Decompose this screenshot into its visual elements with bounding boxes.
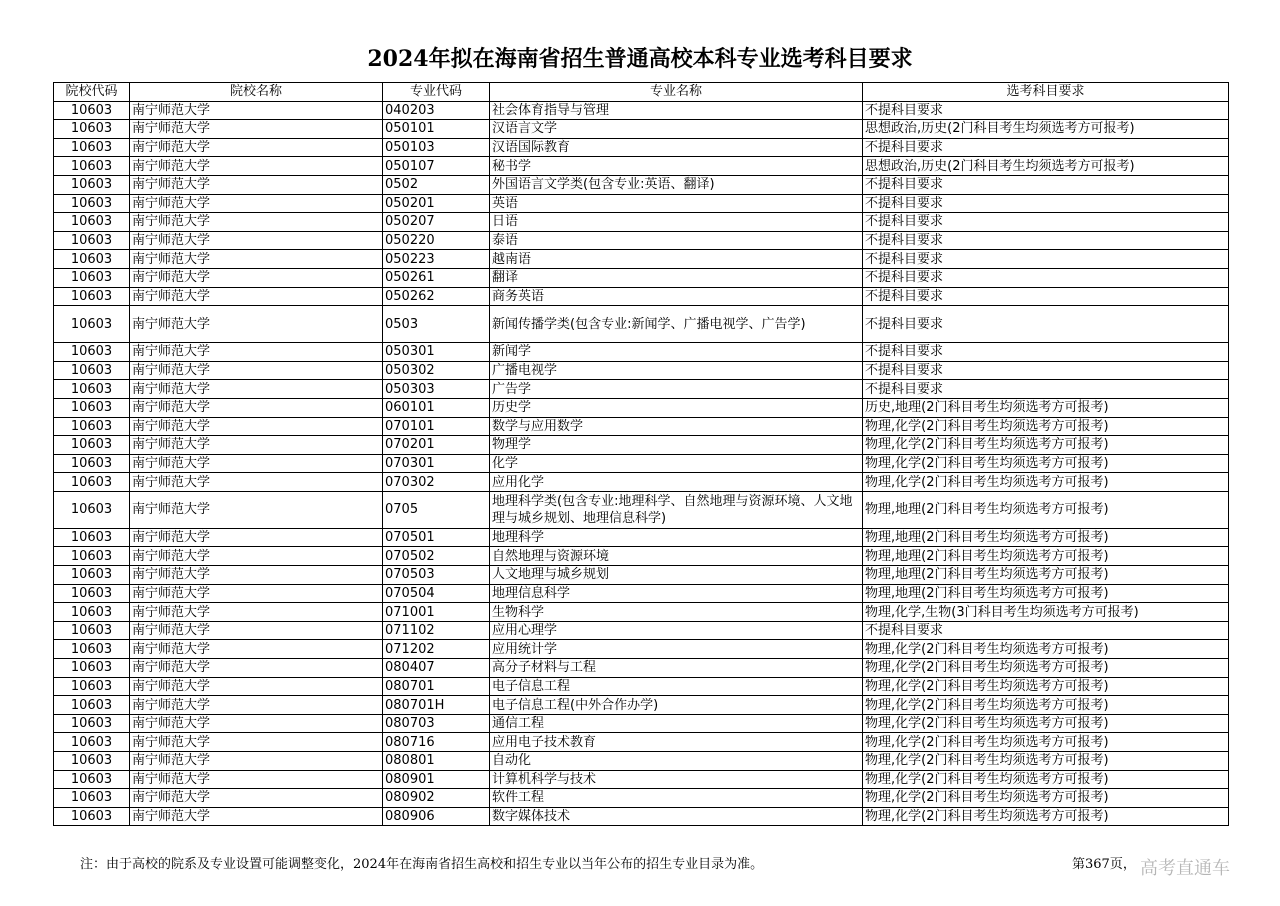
major-code-cell: 0705 [383,491,490,528]
major-name-cell: 外国语言文学类(包含专业:英语、翻译) [490,175,863,194]
school-name-cell: 南宁师范大学 [130,454,383,473]
table-row [54,640,1229,659]
major-name-cell: 越南语 [490,250,863,269]
subject-requirement-cell: 不提科目要求 [863,361,1229,380]
school-code-cell: 10603 [54,343,130,362]
major-name-cell: 人文地理与城乡规划 [490,566,863,585]
school-name-cell: 南宁师范大学 [130,157,383,176]
major-code-cell: 070201 [383,436,490,455]
watermark: 高考直通车 [1140,858,1230,879]
school-code-cell: 10603 [54,807,130,826]
major-name-cell: 生物科学 [490,603,863,622]
subject-requirement-cell: 物理,化学(2门科目考生均须选考方可报考) [863,659,1229,678]
school-code-cell: 10603 [54,306,130,343]
subject-requirement-cell: 物理,化学(2门科目考生均须选考方可报考) [863,473,1229,492]
school-name-cell: 南宁师范大学 [130,491,383,528]
school-code-cell: 10603 [54,621,130,640]
school-code-cell: 10603 [54,733,130,752]
school-code-cell: 10603 [54,361,130,380]
major-name-cell: 广播电视学 [490,361,863,380]
header-major-name: 专业名称 [490,83,863,102]
major-name-cell: 翻译 [490,268,863,287]
school-code-cell: 10603 [54,138,130,157]
school-code-cell: 10603 [54,528,130,547]
subject-requirement-cell: 不提科目要求 [863,380,1229,399]
subject-requirement-cell: 物理,化学(2门科目考生均须选考方可报考) [863,436,1229,455]
major-code-cell: 050101 [383,120,490,139]
major-code-cell: 070302 [383,473,490,492]
table-row [54,807,1229,826]
school-name-cell: 南宁师范大学 [130,417,383,436]
major-name-cell: 商务英语 [490,287,863,306]
school-code-cell: 10603 [54,287,130,306]
major-name-cell: 地理科学 [490,528,863,547]
subject-requirement-cell: 物理,化学(2门科目考生均须选考方可报考) [863,789,1229,808]
school-name-cell: 南宁师范大学 [130,621,383,640]
table-row [54,398,1229,417]
major-name-cell: 泰语 [490,231,863,250]
major-code-cell: 080407 [383,659,490,678]
table-row [54,120,1229,139]
major-code-cell: 050262 [383,287,490,306]
major-code-cell: 050107 [383,157,490,176]
school-name-cell: 南宁师范大学 [130,138,383,157]
school-code-cell: 10603 [54,547,130,566]
table-row [54,101,1229,120]
school-code-cell: 10603 [54,194,130,213]
school-name-cell: 南宁师范大学 [130,528,383,547]
table-row [54,752,1229,771]
school-name-cell: 南宁师范大学 [130,250,383,269]
subject-requirement-cell: 物理,地理(2门科目考生均须选考方可报考) [863,584,1229,603]
major-code-cell: 070501 [383,528,490,547]
page-number: 第367页， [1072,857,1136,872]
table-row [54,473,1229,492]
major-name-cell: 汉语言文学 [490,120,863,139]
table-header-row [54,83,1229,102]
school-name-cell: 南宁师范大学 [130,175,383,194]
school-name-cell: 南宁师范大学 [130,659,383,678]
major-code-cell: 080701H [383,696,490,715]
school-name-cell: 南宁师范大学 [130,696,383,715]
school-name-cell: 南宁师范大学 [130,584,383,603]
school-name-cell: 南宁师范大学 [130,194,383,213]
subject-requirement-cell: 物理,化学(2门科目考生均须选考方可报考) [863,677,1229,696]
major-name-cell: 电子信息工程 [490,677,863,696]
major-name-cell: 自动化 [490,752,863,771]
subject-requirement-cell: 不提科目要求 [863,231,1229,250]
table-row [54,175,1229,194]
school-code-cell: 10603 [54,120,130,139]
school-name-cell: 南宁师范大学 [130,752,383,771]
subject-requirement-cell: 物理,化学(2门科目考生均须选考方可报考) [863,417,1229,436]
major-code-cell: 050223 [383,250,490,269]
subject-requirement-cell: 不提科目要求 [863,250,1229,269]
major-code-cell: 080906 [383,807,490,826]
major-name-cell: 汉语国际教育 [490,138,863,157]
major-name-cell: 数学与应用数学 [490,417,863,436]
major-name-cell: 日语 [490,213,863,232]
table-row [54,770,1229,789]
school-code-cell: 10603 [54,696,130,715]
subject-requirement-cell: 物理,化学(2门科目考生均须选考方可报考) [863,696,1229,715]
school-code-cell: 10603 [54,398,130,417]
school-code-cell: 10603 [54,752,130,771]
major-code-cell: 070504 [383,584,490,603]
table-row [54,138,1229,157]
major-code-cell: 071102 [383,621,490,640]
major-name-cell: 应用电子技术教育 [490,733,863,752]
header-school-code: 院校代码 [54,83,130,102]
school-name-cell: 南宁师范大学 [130,361,383,380]
major-name-cell: 秘书学 [490,157,863,176]
major-code-cell: 040203 [383,101,490,120]
subject-requirement-cell: 物理,地理(2门科目考生均须选考方可报考) [863,491,1229,528]
subject-requirement-cell: 物理,化学,生物(3门科目考生均须选考方可报考) [863,603,1229,622]
table-row [54,659,1229,678]
table-row [54,566,1229,585]
table-row [54,733,1229,752]
major-name-cell: 社会体育指导与管理 [490,101,863,120]
table-row [54,231,1229,250]
table-row [54,714,1229,733]
school-name-cell: 南宁师范大学 [130,547,383,566]
school-name-cell: 南宁师范大学 [130,603,383,622]
school-name-cell: 南宁师范大学 [130,101,383,120]
major-code-cell: 050201 [383,194,490,213]
table-row [54,380,1229,399]
subject-requirement-cell: 不提科目要求 [863,175,1229,194]
table-row [54,306,1229,343]
school-name-cell: 南宁师范大学 [130,120,383,139]
table-row [54,621,1229,640]
major-code-cell: 080716 [383,733,490,752]
school-code-cell: 10603 [54,175,130,194]
header-school-name: 院校名称 [130,83,383,102]
subject-requirement-cell: 不提科目要求 [863,306,1229,343]
school-code-cell: 10603 [54,380,130,399]
table-row [54,436,1229,455]
school-code-cell: 10603 [54,101,130,120]
school-name-cell: 南宁师范大学 [130,473,383,492]
school-code-cell: 10603 [54,213,130,232]
subject-requirement-cell: 不提科目要求 [863,213,1229,232]
subject-requirement-cell: 不提科目要求 [863,268,1229,287]
school-code-cell: 10603 [54,603,130,622]
school-code-cell: 10603 [54,157,130,176]
table-row [54,603,1229,622]
header-major-code: 专业代码 [383,83,490,102]
major-code-cell: 050303 [383,380,490,399]
major-name-cell: 新闻学 [490,343,863,362]
table-row [54,547,1229,566]
subject-requirement-cell: 历史,地理(2门科目考生均须选考方可报考) [863,398,1229,417]
subject-requirement-cell: 不提科目要求 [863,101,1229,120]
school-code-cell: 10603 [54,677,130,696]
table-row [54,789,1229,808]
major-name-cell: 通信工程 [490,714,863,733]
major-name-cell: 化学 [490,454,863,473]
school-code-cell: 10603 [54,566,130,585]
major-code-cell: 050301 [383,343,490,362]
subject-requirement-cell: 物理,化学(2门科目考生均须选考方可报考) [863,454,1229,473]
subject-requirement-cell: 物理,化学(2门科目考生均须选考方可报考) [863,807,1229,826]
subject-requirement-cell: 不提科目要求 [863,138,1229,157]
subject-requirement-cell: 不提科目要求 [863,343,1229,362]
major-code-cell: 050261 [383,268,490,287]
major-name-cell: 软件工程 [490,789,863,808]
major-name-cell: 数字媒体技术 [490,807,863,826]
major-code-cell: 0502 [383,175,490,194]
school-name-cell: 南宁师范大学 [130,398,383,417]
school-name-cell: 南宁师范大学 [130,213,383,232]
major-name-cell: 电子信息工程(中外合作办学) [490,696,863,715]
school-code-cell: 10603 [54,640,130,659]
school-code-cell: 10603 [54,770,130,789]
major-name-cell: 英语 [490,194,863,213]
table-row [54,417,1229,436]
subject-requirement-cell: 物理,化学(2门科目考生均须选考方可报考) [863,752,1229,771]
major-code-cell: 080902 [383,789,490,808]
school-name-cell: 南宁师范大学 [130,287,383,306]
major-code-cell: 080901 [383,770,490,789]
major-name-cell: 应用化学 [490,473,863,492]
major-name-cell: 计算机科学与技术 [490,770,863,789]
major-code-cell: 080703 [383,714,490,733]
school-code-cell: 10603 [54,417,130,436]
footer-note: 注：由于高校的院系及专业设置可能调整变化，2024年在海南省招生高校和招生专业以当年公布的招生专业目录为准。 [80,857,764,872]
table-row [54,528,1229,547]
subject-requirement-cell: 物理,化学(2门科目考生均须选考方可报考) [863,640,1229,659]
major-name-cell: 自然地理与资源环境 [490,547,863,566]
table-row [54,454,1229,473]
table-row [54,250,1229,269]
school-code-cell: 10603 [54,473,130,492]
school-name-cell: 南宁师范大学 [130,436,383,455]
school-code-cell: 10603 [54,789,130,808]
school-name-cell: 南宁师范大学 [130,306,383,343]
major-code-cell: 0503 [383,306,490,343]
page-title: 2024年拟在海南省招生普通高校本科专业选考科目要求 [367,46,913,72]
major-name-cell: 高分子材料与工程 [490,659,863,678]
major-name-cell: 地理信息科学 [490,584,863,603]
subject-requirement-cell: 物理,地理(2门科目考生均须选考方可报考) [863,528,1229,547]
major-name-cell: 地理科学类(包含专业:地理科学、自然地理与资源环境、人文地理与城乡规划、地理信息科学) [490,491,863,528]
major-name-cell: 广告学 [490,380,863,399]
school-code-cell: 10603 [54,250,130,269]
major-name-cell: 新闻传播学类(包含专业:新闻学、广播电视学、广告学) [490,306,863,343]
header-subject-requirement: 选考科目要求 [863,83,1229,102]
school-name-cell: 南宁师范大学 [130,380,383,399]
table-row [54,491,1229,528]
school-code-cell: 10603 [54,454,130,473]
school-name-cell: 南宁师范大学 [130,677,383,696]
subject-requirement-cell: 物理,化学(2门科目考生均须选考方可报考) [863,733,1229,752]
major-code-cell: 071001 [383,603,490,622]
major-code-cell: 070301 [383,454,490,473]
school-name-cell: 南宁师范大学 [130,807,383,826]
table-row [54,213,1229,232]
school-name-cell: 南宁师范大学 [130,268,383,287]
major-name-cell: 应用心理学 [490,621,863,640]
major-code-cell: 050207 [383,213,490,232]
major-name-cell: 历史学 [490,398,863,417]
school-code-cell: 10603 [54,659,130,678]
major-code-cell: 050220 [383,231,490,250]
requirements-table [53,82,1229,826]
subject-requirement-cell: 思想政治,历史(2门科目考生均须选考方可报考) [863,120,1229,139]
school-name-cell: 南宁师范大学 [130,343,383,362]
subject-requirement-cell: 物理,化学(2门科目考生均须选考方可报考) [863,714,1229,733]
school-code-cell: 10603 [54,584,130,603]
school-code-cell: 10603 [54,714,130,733]
school-name-cell: 南宁师范大学 [130,733,383,752]
subject-requirement-cell: 物理,地理(2门科目考生均须选考方可报考) [863,566,1229,585]
school-name-cell: 南宁师范大学 [130,770,383,789]
subject-requirement-cell: 思想政治,历史(2门科目考生均须选考方可报考) [863,157,1229,176]
subject-requirement-cell: 不提科目要求 [863,621,1229,640]
major-name-cell: 物理学 [490,436,863,455]
school-name-cell: 南宁师范大学 [130,566,383,585]
school-name-cell: 南宁师范大学 [130,789,383,808]
major-code-cell: 080801 [383,752,490,771]
table-row [54,677,1229,696]
table-row [54,194,1229,213]
table-row [54,343,1229,362]
subject-requirement-cell: 不提科目要求 [863,194,1229,213]
school-name-cell: 南宁师范大学 [130,714,383,733]
table-row [54,696,1229,715]
major-name-cell: 应用统计学 [490,640,863,659]
major-code-cell: 080701 [383,677,490,696]
school-code-cell: 10603 [54,491,130,528]
school-code-cell: 10603 [54,268,130,287]
subject-requirement-cell: 物理,化学(2门科目考生均须选考方可报考) [863,770,1229,789]
major-code-cell: 060101 [383,398,490,417]
school-code-cell: 10603 [54,436,130,455]
table-row [54,157,1229,176]
table-row [54,268,1229,287]
school-name-cell: 南宁师范大学 [130,640,383,659]
table-row [54,584,1229,603]
table-row [54,287,1229,306]
major-code-cell: 070101 [383,417,490,436]
major-code-cell: 070503 [383,566,490,585]
major-code-cell: 050103 [383,138,490,157]
major-code-cell: 050302 [383,361,490,380]
subject-requirement-cell: 不提科目要求 [863,287,1229,306]
school-name-cell: 南宁师范大学 [130,231,383,250]
major-code-cell: 071202 [383,640,490,659]
school-code-cell: 10603 [54,231,130,250]
table-row [54,361,1229,380]
major-code-cell: 070502 [383,547,490,566]
subject-requirement-cell: 物理,地理(2门科目考生均须选考方可报考) [863,547,1229,566]
